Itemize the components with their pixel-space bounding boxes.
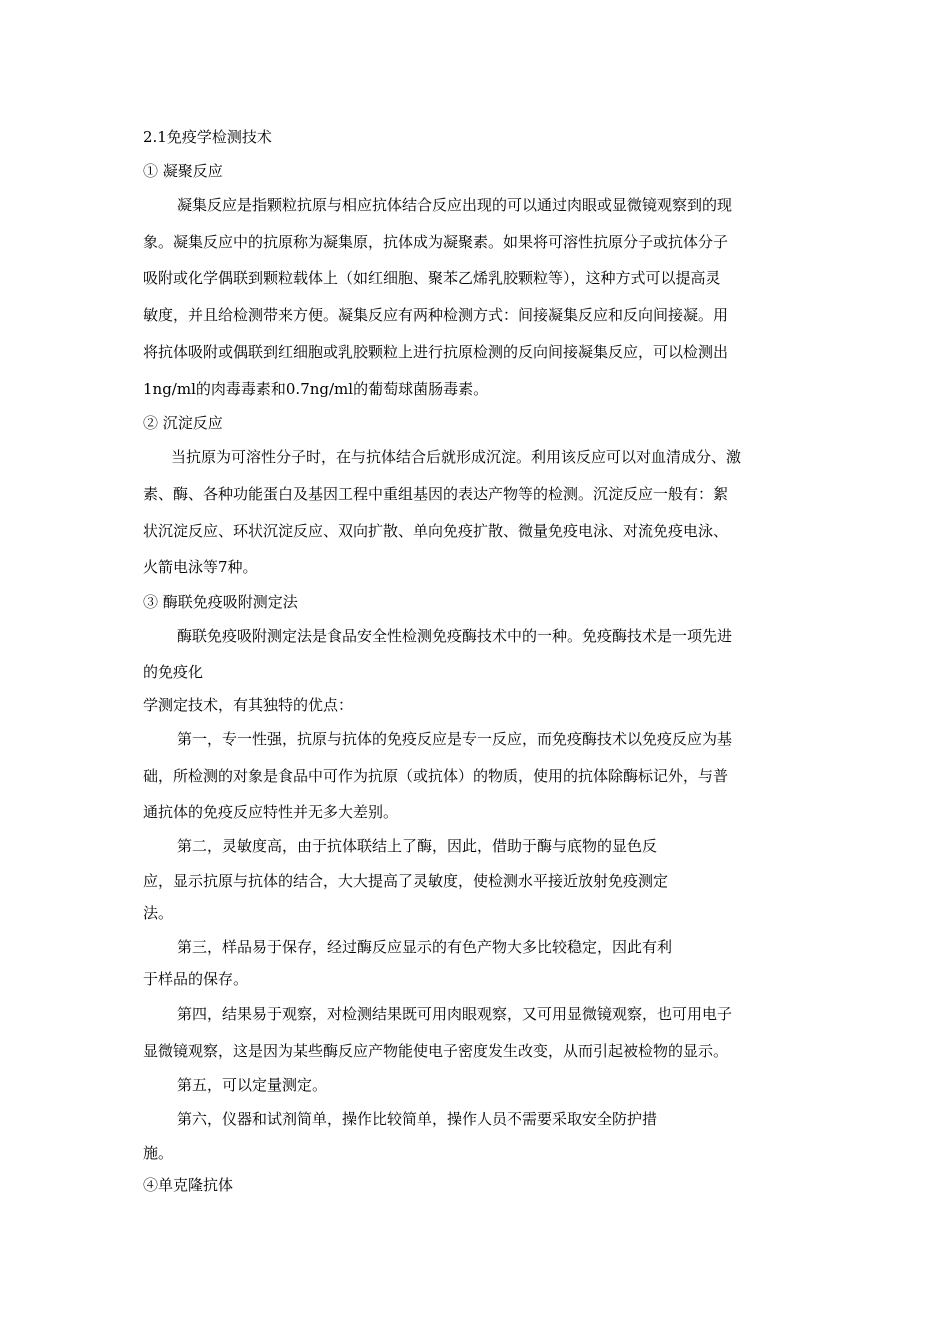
paragraph-line: 第二，灵敏度高，由于抗体联结上了酶，因此，借助于酶与底物的显色反 [177,837,658,855]
paragraph-line: 学测定技术，有其独特的优点： [143,696,354,714]
paragraph-line: 法。 [143,904,174,922]
paragraph-line: 础，所检测的对象是食品中可作为抗原（或抗体）的物质，使用的抗体除酶标记外，与普 [143,767,729,785]
paragraph-line: 第四，结果易于观察，对检测结果既可用肉眼观察，又可用显微镜观察，也可用电子 [177,1005,733,1023]
paragraph-line: 第六，仪器和试剂简单，操作比较简单，操作人员不需要采取安全防护措 [177,1110,658,1128]
section-heading: 2.1免疫学检测技术 [143,128,272,146]
paragraph-line: 通抗体的免疫反应特性并无多大差别。 [143,803,399,821]
paragraph-line: 应，显示抗原与抗体的结合，大大提高了灵敏度，使检测水平接近放射免疫测定 [143,872,669,890]
subsection-title-precipitation: ② 沉淀反应 [143,414,223,432]
paragraph-line: 1ng/ml的肉毒毒素和0.7ng/ml的葡萄球菌肠毒素。 [143,380,489,398]
paragraph-line: 显微镜观察，这是因为某些酶反应产物能使电子密度发生改变，从而引起被检物的显示。 [143,1042,729,1060]
subsection-title-elisa: ③ 酶联免疫吸附测定法 [143,593,298,611]
paragraph-line: 当抗原为可溶性分子时，在与抗体结合后就形成沉淀。利用该反应可以对血清成分、激 [171,448,742,466]
paragraph-line: 敏度，并且给检测带来方便。凝集反应有两种检测方式：间接凝集反应和反向间接凝。用 [143,306,729,324]
paragraph-line: 于样品的保存。 [143,970,249,988]
subsection-title-monoclonal: ④单克隆抗体 [143,1176,234,1194]
paragraph-line: 素、酶、各种功能蛋白及基因工程中重组基因的表达产物等的检测。沉淀反应一般有：絮 [143,485,729,503]
subsection-title-agglutination: ① 凝聚反应 [143,162,223,180]
paragraph-line: 的免疫化 [143,663,204,681]
paragraph-line: 吸附或化学偶联到颗粒载体上（如红细胞、聚苯乙烯乳胶颗粒等），这种方式可以提高灵 [143,269,721,287]
paragraph-line: 象。凝集反应中的抗原称为凝集原，抗体成为凝聚素。如果将可溶性抗原分子或抗体分子 [143,233,729,251]
paragraph-line: 第五，可以定量测定。 [177,1076,328,1094]
paragraph-line: 火箭电泳等7种。 [143,558,258,576]
paragraph-line: 凝集反应是指颗粒抗原与相应抗体结合反应出现的可以通过肉眼或显微镜观察到的现 [177,196,733,214]
paragraph-line: 状沉淀反应、环状沉淀反应、双向扩散、单向免疫扩散、微量免疫电泳、对流免疫电泳、 [143,522,729,540]
paragraph-line: 第三，样品易于保存，经过酶反应显示的有色产物大多比较稳定，因此有利 [177,938,673,956]
paragraph-line: 第一，专一性强，抗原与抗体的免疫反应是专一反应，而免疫酶技术以免疫反应为基 [177,730,733,748]
paragraph-line: 酶联免疫吸附测定法是食品安全性检测免疫酶技术中的一种。免疫酶技术是一项先进 [177,627,733,645]
paragraph-line: 施。 [143,1144,174,1162]
paragraph-line: 将抗体吸附或偶联到红细胞或乳胶颗粒上进行抗原检测的反向间接凝集反应，可以检测出 [143,343,729,361]
